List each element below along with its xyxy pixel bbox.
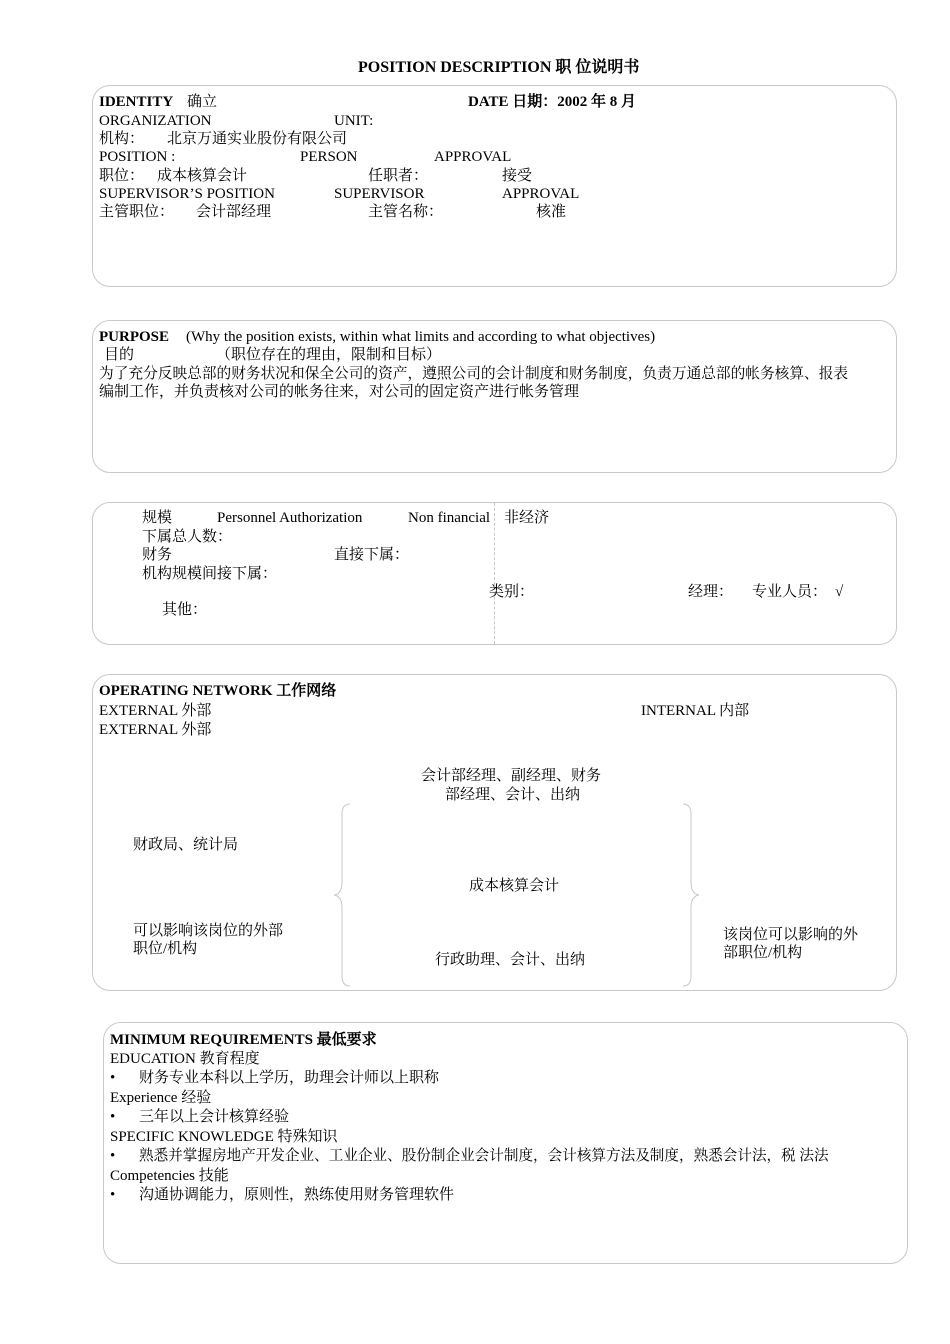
manager-label: 经理： [688, 584, 734, 600]
verify-label: 核准 [536, 204, 567, 220]
education-item: 财务专业本科以上学历，助理会计师以上职称 [139, 1070, 440, 1086]
right-bottom-line-2: 部职位/机构 [723, 945, 803, 961]
unit-label: UNIT: [334, 113, 374, 129]
accept-label: 接受 [502, 168, 533, 184]
approval-label-2: APPROVAL [502, 186, 580, 202]
network-top-line-2: 部经理、会计、出纳 [445, 787, 581, 803]
bullet-icon: • [110, 1187, 116, 1203]
left-bottom-line-1: 可以影响该岗位的外部 [133, 923, 284, 939]
bullet-icon: • [110, 1109, 116, 1125]
purpose-heading-cn: 目的 [104, 347, 135, 363]
network-heading: OPERATING NETWORK 工作网络 [99, 683, 337, 699]
indirect-subordinates-label: 机构规模间接下属： [142, 566, 278, 582]
experience-label: Experience 经验 [110, 1090, 212, 1106]
checkmark: √ [835, 584, 844, 600]
right-brace-icon [681, 802, 701, 988]
personnel-authorization-label: Personnel Authorization [217, 510, 363, 526]
page-title: POSITION DESCRIPTION 职 位说明书 [358, 59, 640, 76]
others-label: 其他： [162, 602, 208, 618]
organization-value: 北京万通实业股份有限公司 [167, 131, 348, 147]
external-label-1: EXTERNAL 外部 [99, 703, 212, 719]
requirements-heading: MINIMUM REQUIREMENTS 最低要求 [110, 1032, 377, 1048]
supervisor-name-label: 主管名称： [368, 204, 444, 220]
network-top-line-1: 会计部经理、副经理、财务 [421, 768, 602, 784]
identity-heading: IDENTITY [99, 94, 174, 110]
organization-cn-label: 机构： [99, 131, 145, 147]
approval-label: APPROVAL [434, 149, 512, 165]
internal-label: INTERNAL 内部 [641, 703, 750, 719]
purpose-heading-note-cn: （职位存在的理由，限制和目标） [216, 347, 442, 363]
purpose-heading-note: (Why the position exists, within what limits and according to what objectives) [186, 329, 656, 345]
non-financial-cn-label: 非经济 [504, 510, 550, 526]
professional-label: 专业人员： [752, 584, 828, 600]
purpose-heading: PURPOSE [99, 329, 170, 345]
incumbent-label: 任职者： [368, 168, 429, 184]
network-center-position: 成本核算会计 [469, 878, 560, 894]
external-label-2: EXTERNAL 外部 [99, 722, 212, 738]
external-organizations: 财政局、统计局 [133, 837, 239, 853]
position-label: POSITION : [99, 149, 176, 165]
bullet-icon: • [110, 1070, 116, 1086]
position-cn-label: 职位： [99, 168, 145, 184]
left-bottom-line-2: 职位/机构 [133, 941, 198, 957]
scale-divider [494, 503, 495, 644]
person-label: PERSON [300, 149, 358, 165]
non-financial-label: Non financial [408, 510, 491, 526]
purpose-line-1: 为了充分反映总部的财务状况和保全公司的资产，遵照公司的会计制度和财务制度，负责万通总部的帐务核算、报表 [99, 366, 849, 382]
knowledge-label: SPECIFIC KNOWLEDGE 特殊知识 [110, 1129, 338, 1145]
purpose-line-2: 编制工作，并负责核对公司的帐务往来，对公司的固定资产进行帐务管理 [99, 384, 580, 400]
identity-heading-cn: 确立 [187, 94, 218, 110]
direct-subordinates-label: 直接下属： [334, 547, 410, 563]
right-bottom-line-1: 该岗位可以影响的外 [723, 927, 859, 943]
knowledge-item: 熟悉并掌握房地产开发企业、工业企业、股份制企业会计制度，会计核算方法及制度，熟悉会计法，税 法法 [139, 1148, 829, 1164]
organization-label: ORGANIZATION [99, 113, 212, 129]
position-value: 成本核算会计 [157, 168, 248, 184]
category-label: 类别： [489, 584, 535, 600]
scale-label: 规模 [142, 510, 173, 526]
supervisor-position-cn-label: 主管职位： [99, 204, 175, 220]
competency-label: Competencies 技能 [110, 1168, 229, 1184]
date-field: DATE 日期：2002 年 8 月 [468, 94, 637, 110]
competency-item: 沟通协调能力，原则性，熟练使用财务管理软件 [139, 1187, 455, 1203]
left-brace-icon [332, 802, 352, 988]
finance-label: 财务 [142, 547, 173, 563]
supervisor-position-value: 会计部经理 [196, 204, 272, 220]
experience-item: 三年以上会计核算经验 [139, 1109, 290, 1125]
network-bottom-center: 行政助理、会计、出纳 [435, 952, 586, 968]
supervisor-position-label: SUPERVISOR’S POSITION [99, 186, 275, 202]
supervisor-label: SUPERVISOR [334, 186, 425, 202]
bullet-icon: • [110, 1148, 116, 1164]
total-subordinates-label: 下属总人数： [142, 529, 233, 545]
education-label: EDUCATION 教育程度 [110, 1051, 260, 1067]
